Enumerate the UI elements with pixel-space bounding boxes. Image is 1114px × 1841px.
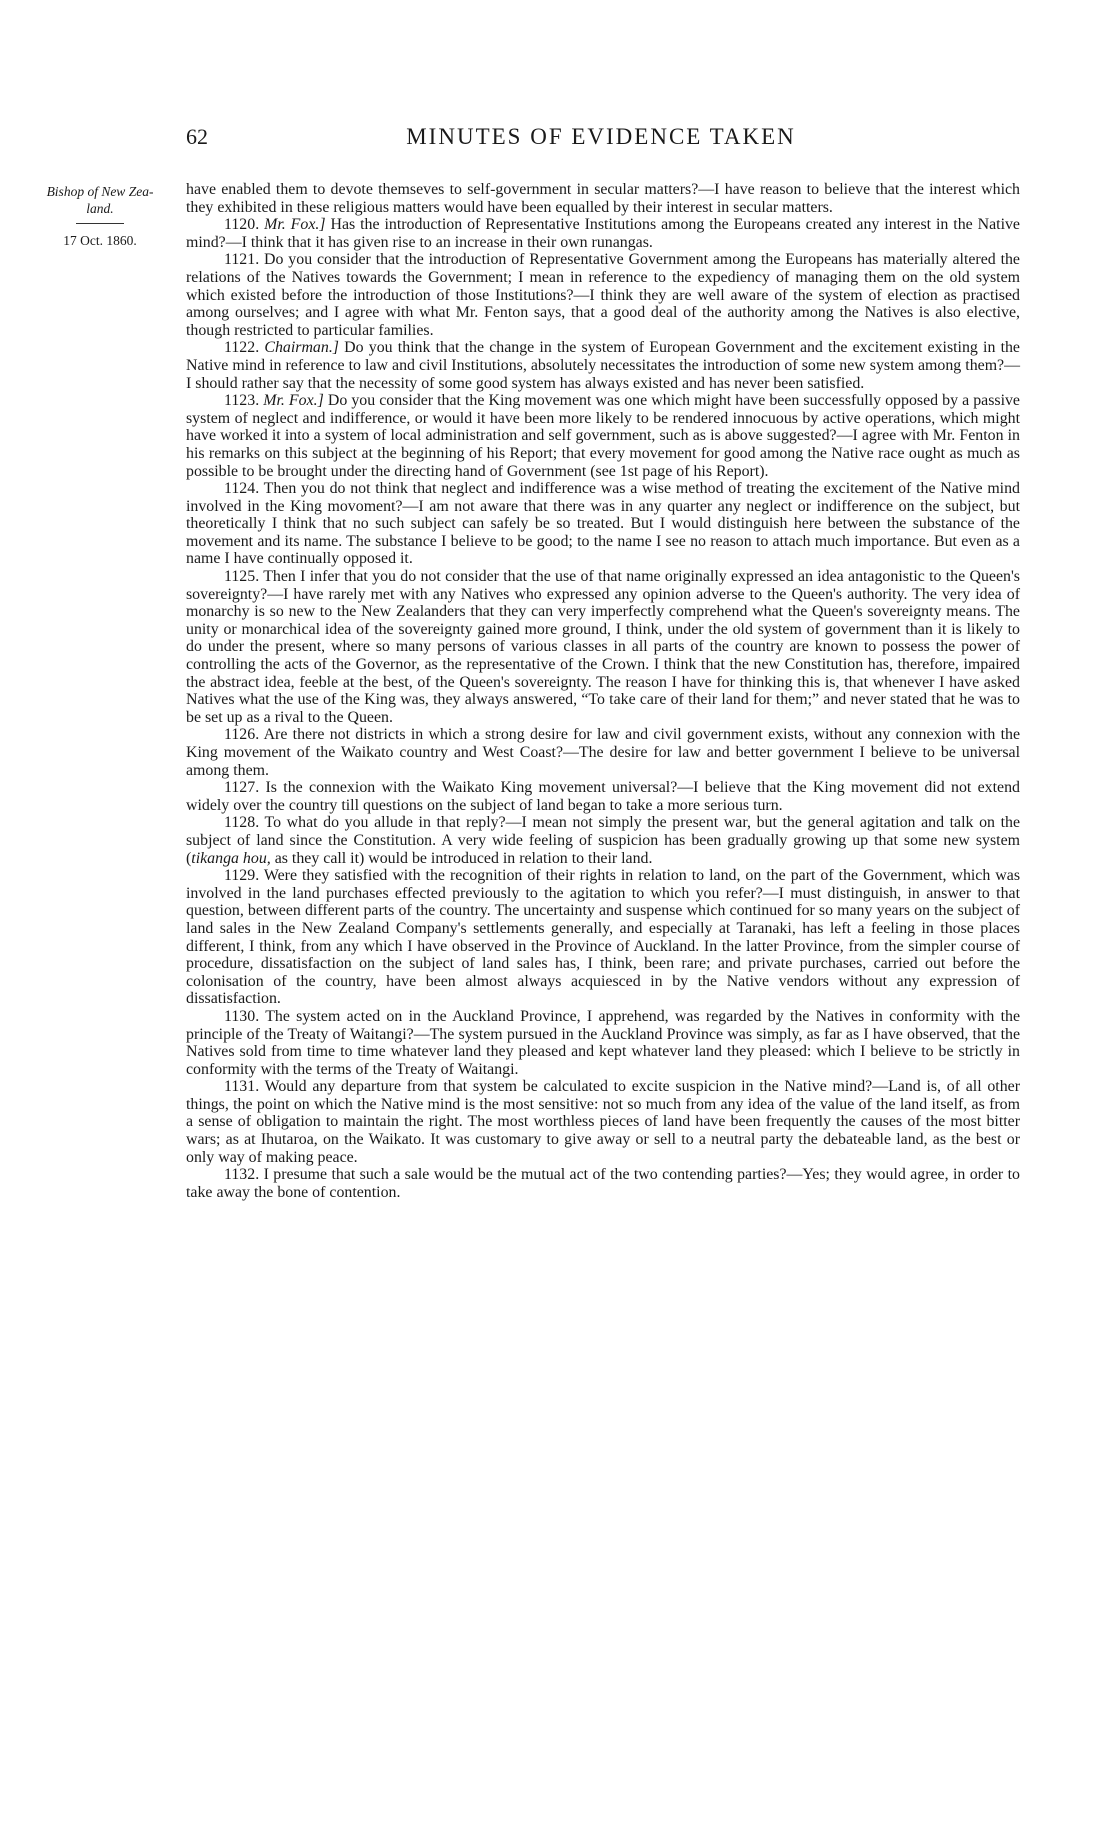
question-number: 1122. — [224, 339, 260, 357]
page-number: 62 — [186, 124, 208, 149]
question-1125 — [186, 568, 1020, 726]
paragraph-text: Would any departure from that system be calculated to excite suspicion in the Native mind?—Land is, of all other things, the point on which the Native mind is the most sensitive: not so much from any idea of the value of the land itself, as from a sense of obligation to maintain the right. The most worthless pieces of land have been frequently the causes of the most bitter wars; as at Ihutaroa, on the Waikato. It was customary to give away or sell to a neutral party the debateable land, as the best or only way of making peace. — [186, 1078, 1020, 1166]
paragraph-text: Then you do not think that neglect and indifference was a wise method of treating the excitement of the Native mind involved in the King movoment?—I am not aware that there was in any quarter any neglect or indifference on the subject, but theoretically I think that no such subject can safely be so treated. But I would distinguish here between the substance of the movement and its name. The substance I believe to be good; to the name I see no reason to attach much importance. But even as a name I have continually opposed it. — [186, 480, 1020, 568]
question-number: 1132. — [224, 1166, 260, 1184]
evidence-text — [186, 181, 1020, 1201]
question-number: 1130. — [224, 1007, 260, 1025]
question-number: 1127. — [224, 779, 260, 797]
witness-name-line1: Bishop of New Zea- — [46, 184, 154, 199]
margin-note — [20, 183, 180, 249]
question-1120 — [186, 216, 1020, 251]
paragraph-text: have enabled them to devote themseves to self-government in secular matters?—I have reason to believe that the interest which they exhibited in these religious matters would have been equalled by their interest in secular matters. — [186, 181, 1020, 216]
question-number: 1128. — [224, 814, 260, 832]
paragraph-text-end: as they call it) would be introduced in relation to their land. — [270, 849, 653, 867]
question-1121 — [186, 251, 1020, 339]
paragraph-text: Do you consider that the King movement was one which might have been successfully opposed by a passive system of neglect and indifference, or would it have been more likely to be rendered innocuous by active operations, which might have worked it into a system of local administration and self government, such as is above suggested?—I agree with Mr. Fenton in his remarks on this subject at the beginning of his Report; that every movement for good among the Native race ought as much as possible to be brought under the directing hand of Government (see 1st page of his Report). — [186, 392, 1020, 480]
paragraph-text: Were they satisfied with the recognition of their rights in relation to land, on the part of the Government, which was involved in the land purchases effected previously to the agitation to which you refer?—I must distinguish, in answer to that question, between different parts of the country. The uncertainty and suspense which continued for so many years on the subject of land sales in the New Zealand Company's settlements generally, and especially at Taranaki, has left a feeling in those places different, I think, from any which I have observed in the Province of Auckland. In the latter Province, from the simpler course of procedure, dissatisfaction on the subject of land sales has, I think, been rare; and private purchases, carried out before the colonisation of the country, have been almost always acquiesced in by the Native vendors without any expression of dissatisfaction. — [186, 867, 1021, 1008]
question-1124 — [186, 480, 1020, 568]
speaker: Mr. Fox.] — [264, 216, 326, 234]
question-1127 — [186, 779, 1020, 814]
paragraph-text: Is the connexion with the Waikato King movement universal?—I believe that the King movement did not extend widely over the country till questions on the subject of land began to take a more serious turn. — [186, 779, 1020, 814]
question-number: 1123. — [224, 392, 260, 410]
evidence-date: 17 Oct. 1860. — [63, 233, 137, 248]
question-1122 — [186, 339, 1020, 392]
question-1130 — [186, 1008, 1020, 1078]
paragraph-text: Then I infer that you do not consider that the use of that name originally expressed an idea antagonistic to the Queen's sovereignty?—I have rarely met with any Natives who expressed any opinion adverse to the Queen's authority. The very idea of monarchy is so new to the New Zealanders that they can very imperfectly comprehend what the Queen's sovereignty means. The unity or monarchical idea of the sovereignty gained more ground, I think, under the old system of government than it is likely to do under the present, where so many persons of various classes in all parts of the country are known to possess the power of controlling the acts of the Governor, as the representative of the Crown. I think that the new Constitution has, therefore, impaired the abstract idea, feeble at the best, of the Queen's sovereignty. The reason I have for thinking this is, that whenever I have asked Natives what the use of the King was, they always answered, “To take care of their land for them;” and never stated that he was to be set up as a rival to the Queen. — [186, 568, 1020, 726]
question-1126 — [186, 726, 1020, 779]
margin-rule — [76, 223, 124, 224]
witness-name-line2: land. — [86, 201, 114, 216]
paragraph-text: Do you think that the change in the system of European Government and the excitement existing in the Native mind in reference to law and civil Institutions, absolutely necessitates the introduction of some new system among them?—I should rather say that the necessity of some good system has always existed and has never been satisfied. — [186, 339, 1020, 392]
page-header — [186, 124, 1016, 158]
question-number: 1125. — [224, 568, 260, 586]
paragraph-text: Has the introduction of Representative Institutions among the Europeans created any interest in the Native mind?—I think that it has given rise to an increase in their own runangas. — [186, 216, 1020, 251]
running-title: MINUTES OF EVIDENCE TAKEN — [406, 124, 796, 149]
question-1128 — [186, 814, 1020, 867]
paragraph-text: Do you consider that the introduction of Representative Government among the Europeans has materially altered the relations of the Natives towards the Government; I mean in reference to the expediency of managing them on the old system which existed before the introduction of those Institutions?—I think they are well aware of the system of election as practised among ourselves; and I agree with what Mr. Fenton says, that a good deal of the authority among the Natives is also elective, though restricted to particular families. — [186, 251, 1020, 339]
question-1132 — [186, 1166, 1020, 1201]
question-number: 1126. — [224, 726, 260, 744]
witness-name — [20, 183, 180, 217]
question-number: 1129. — [224, 867, 260, 885]
question-number: 1131. — [224, 1078, 260, 1096]
paragraph-text: The system acted on in the Auckland Province, I apprehend, was regarded by the Natives in conformity with the principle of the Treaty of Waitangi?—The system pursued in the Auckland Province was simply, as far as I have observed, that the Natives sold from time to time whatever land they pleased and kept whatever land they pleased: which I believe to be strictly in conformity with the terms of the Treaty of Waitangi. — [186, 1007, 1021, 1078]
question-number: 1124. — [224, 480, 260, 498]
paragraph-text: To what do you allude in that reply?—I mean not simply the present war, but the general agitation and talk on the subject of land since the Constitution. A very wide feeling of suspicion has been gradually growing up that some new system ( — [186, 814, 1020, 867]
question-number: 1121. — [224, 251, 260, 269]
speaker: Chairman.] — [264, 339, 339, 357]
question-number: 1120. — [224, 216, 260, 234]
question-1129 — [186, 867, 1020, 1008]
paragraph-continuation — [186, 181, 1020, 216]
speaker: Mr. Fox.] — [263, 392, 324, 410]
maori-term: tikanga hou, — [191, 849, 271, 867]
paragraph-text: Are there not districts in which a strong desire for law and civil government exists, without any connexion with the King movement of the Waikato country and West Coast?—The desire for law and better government I believe to be universal among them. — [186, 726, 1020, 779]
question-1131 — [186, 1078, 1020, 1166]
paragraph-text: I presume that such a sale would be the mutual act of the two contending parties?—Yes; they would agree, in order to take away the bone of contention. — [186, 1166, 1020, 1201]
question-1123 — [186, 392, 1020, 480]
